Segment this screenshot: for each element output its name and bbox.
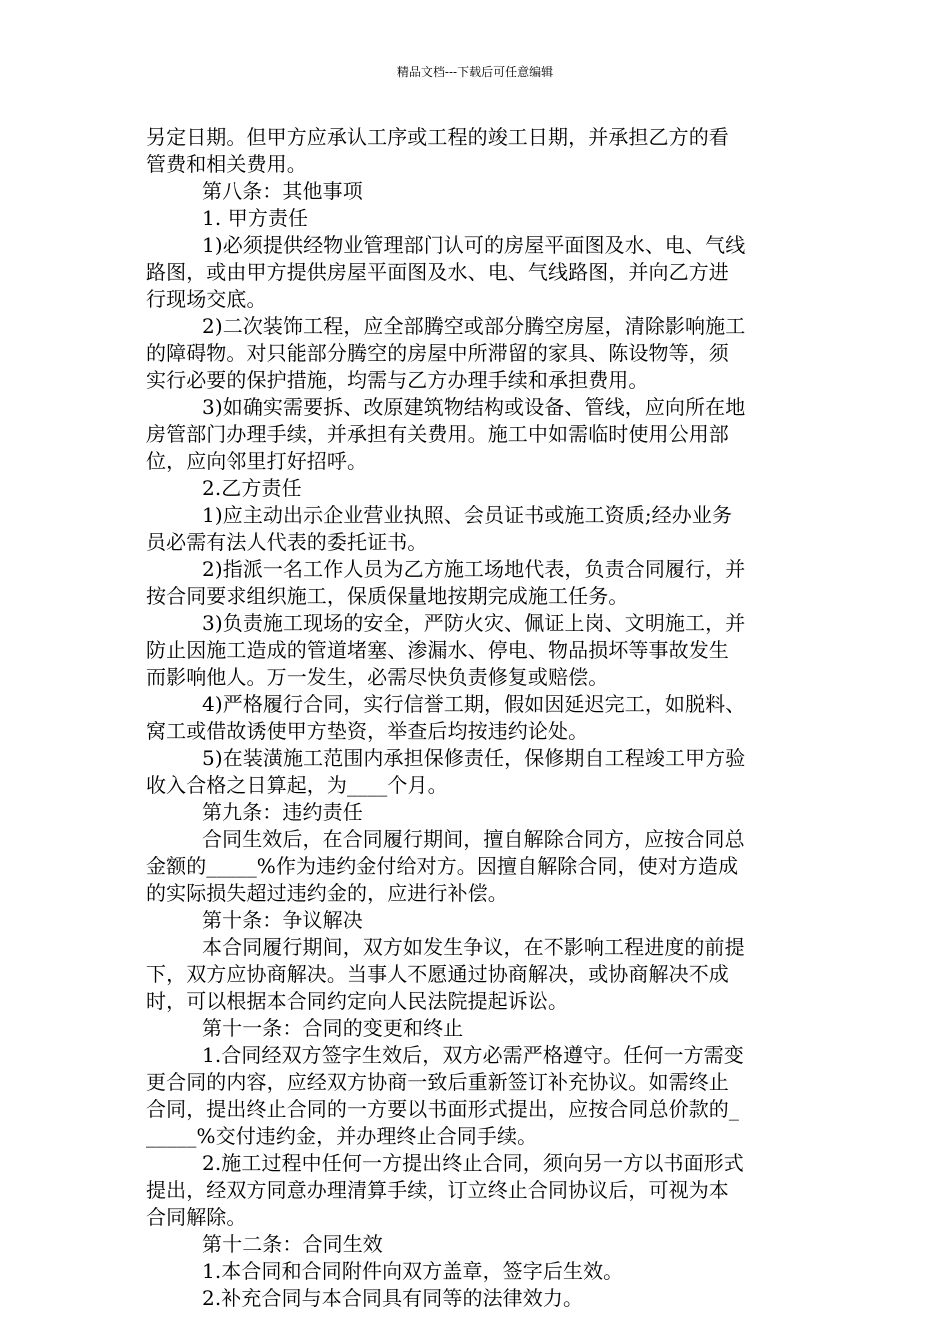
text-line: 2)二次装饰工程，应全部腾空或部分腾空房屋，清除影响施工 [202,314,746,338]
text-line: 路图，或由甲方提供房屋平面图及水、电、气线路图，并向乙方进 [146,260,729,284]
text-line: 合同解除。 [146,1205,247,1229]
text-line: 5)在装潢施工范围内承担保修责任，保修期自工程竣工甲方验 [202,746,746,770]
text-line: 管费和相关费用。 [146,152,307,176]
text-line: 防止因施工造成的管道堵塞、渗漏水、停电、物品损坏等事故发生 [146,638,729,662]
text-line: 窝工或借故诱使甲方垫资，举查后均按违约论处。 [146,719,589,743]
text-line: 1. 甲方责任 [202,206,309,230]
text-line: 1.合同经双方签字生效后，双方必需严格遵守。任何一方需变 [202,1043,744,1067]
text-line: 收入合格之日算起，为____个月。 [146,773,448,797]
text-line: 第九条：违约责任 [202,800,363,824]
text-line: 2.施工过程中任何一方提出终止合同，须向另一方以书面形式 [202,1151,744,1175]
text-line: 合同生效后，在合同履行期间，擅自解除合同方，应按合同总 [202,827,745,851]
text-line: 4)严格履行合同，实行信誉工期，假如因延迟完工，如脱料、 [202,692,746,716]
document-body [146,124,810,1312]
text-line: 第八条：其他事项 [202,179,363,203]
text-line: 1)必须提供经物业管理部门认可的房屋平面图及水、电、气线 [202,233,746,257]
text-line: 更合同的内容，应经双方协商一致后重新签订补充协议。如需终止 [146,1070,729,1094]
text-line: 1)应主动出示企业营业执照、会员证书或施工资质;经办业务 [202,503,733,527]
text-line: _____%交付违约金，并办理终止合同手续。 [146,1124,538,1148]
text-line: 位，应向邻里打好招呼。 [146,449,368,473]
text-line: 第十二条：合同生效 [202,1232,383,1256]
text-line: 2.乙方责任 [202,476,302,500]
text-line: 的障碍物。对只能部分腾空的房屋中所滞留的家具、陈设物等，须 [146,341,729,365]
page-header: 精品文档---下载后可任意编辑 [396,65,554,79]
text-line: 员必需有法人代表的委托证书。 [146,530,428,554]
text-line: 时，可以根据本合同约定向人民法院提起诉讼。 [146,989,569,1013]
text-line: 合同，提出终止合同的一方要以书面形式提出，应按合同总价款的_ [146,1097,739,1121]
text-line: 金额的_____%作为违约金付给对方。因擅自解除合同，使对方造成 [146,854,739,878]
text-line: 的实际损失超过违约金的，应进行补偿。 [146,881,508,905]
text-line: 3)如确实需要拆、改原建筑物结构或设备、管线，应向所在地 [202,395,746,419]
text-line: 另定日期。但甲方应承认工序或工程的竣工日期，并承担乙方的看 [146,125,729,149]
text-line: 3)负责施工现场的安全，严防火灾、佩证上岗、文明施工，并 [202,611,746,635]
text-line: 下，双方应协商解决。当事人不愿通过协商解决，或协商解决不成 [146,962,729,986]
text-line: 1.本合同和合同附件向双方盖章，签字后生效。 [202,1259,624,1283]
text-line: 按合同要求组织施工，保质保量地按期完成施工任务。 [146,584,629,608]
text-line: 实行必要的保护措施，均需与乙方办理手续和承担费用。 [146,368,649,392]
text-line: 第十条：争议解决 [202,908,363,932]
text-line: 房管部门办理手续，并承担有关费用。施工中如需临时使用公用部 [146,422,729,446]
text-line: 提出，经双方同意办理清算手续，订立终止合同协议后，可视为本 [146,1178,729,1202]
text-line: 本合同履行期间，双方如发生争议，在不影响工程进度的前提 [202,935,745,959]
text-line: 2.补充合同与本合同具有同等的法律效力。 [202,1286,584,1310]
text-line: 2)指派一名工作人员为乙方施工场地代表，负责合同履行，并 [202,557,746,581]
text-line: 第十一条：合同的变更和终止 [202,1016,464,1040]
text-line: 行现场交底。 [146,287,267,311]
text-line: 而影响他人。万一发生，必需尽快负责修复或赔偿。 [146,665,609,689]
